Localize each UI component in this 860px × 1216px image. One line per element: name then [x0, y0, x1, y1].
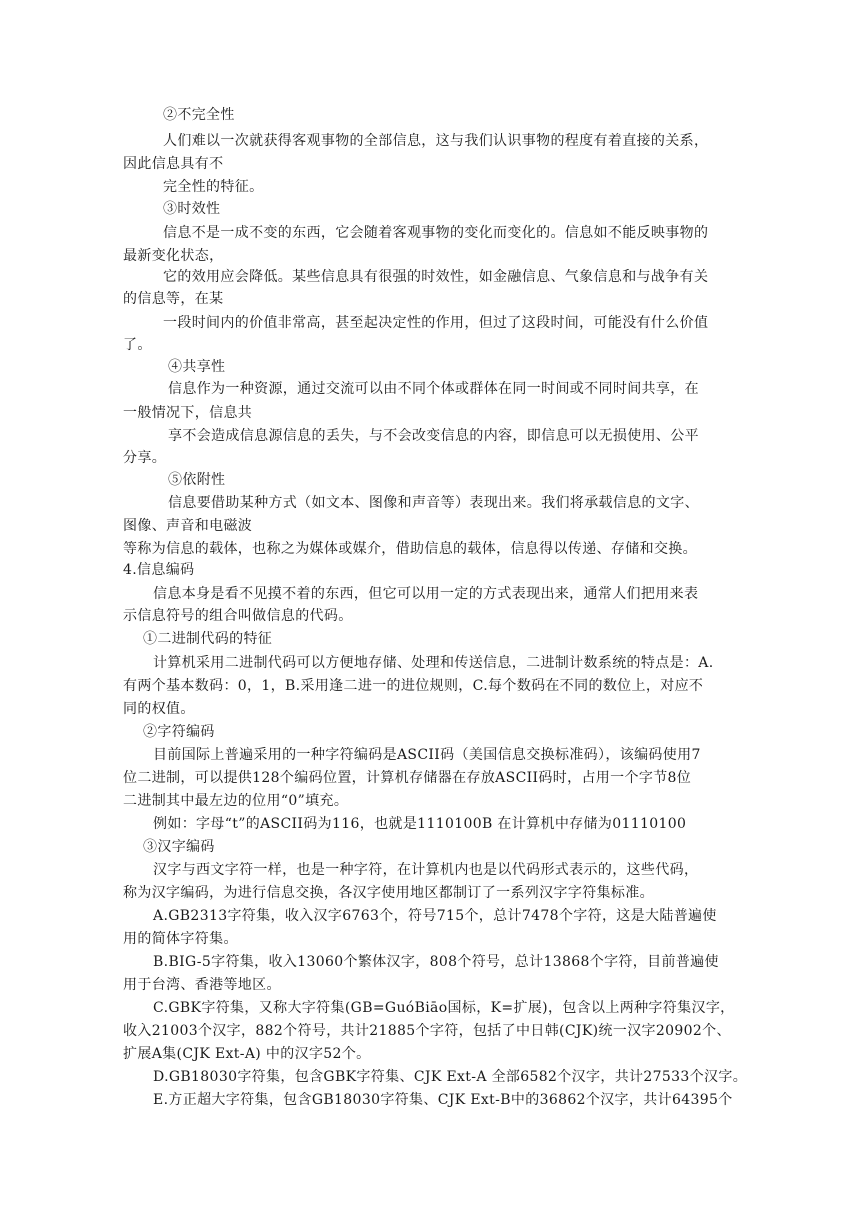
paragraph-line: E.方正超大字符集，包含GB18030字符集、CJK Ext-B中的36862个汉字，共计64395个	[153, 1092, 733, 1108]
paragraph-line: 用的简体字符集。	[123, 931, 238, 947]
paragraph-line: C.GBK字符集，又称大字符集(GB=GuóBiāo国标，K=扩展)，包含以上两种字符集汉字，	[153, 1000, 735, 1016]
heading-character-encoding: ②字符编码	[143, 724, 215, 740]
paragraph-line: 例如：字母“t”的ASCII码为116，也就是1110100B 在计算机中存储为01110100	[153, 816, 687, 832]
paragraph-line: 有两个基本数码：0，1，B.采用逢二进一的进位规则，C.每个数码在不同的数位上，对应不	[123, 678, 704, 694]
paragraph-line: 信息要借助某种方式（如文本、图像和声音等）表现出来。我们将承载信息的文字、	[168, 495, 699, 511]
paragraph-line: B.BIG-5字符集，收入13060个繁体汉字，808个符号，总计13868个字符，目前普遍使	[153, 954, 719, 970]
paragraph-line: 一般情况下，信息共	[123, 405, 253, 421]
heading-shareability: ④共享性	[168, 359, 226, 375]
paragraph-line: 享不会造成信息源信息的丢失，与不会改变信息的内容，即信息可以无损使用、公平	[168, 428, 699, 444]
paragraph-line: 分享。	[123, 450, 167, 466]
paragraph-line: 同的权值。	[123, 701, 195, 717]
paragraph-line: 用于台湾、香港等地区。	[123, 977, 281, 993]
heading-dependency: ⑤依附性	[168, 472, 226, 488]
paragraph-line: 扩展A集(CJK Ext-A) 中的汉字52个。	[123, 1046, 371, 1062]
section-heading-encoding: 4.信息编码	[123, 562, 195, 578]
paragraph-line: 汉字与西文字符一样，也是一种字符，在计算机内也是以代码形式表示的，这些代码，	[153, 862, 699, 878]
paragraph-line: 计算机采用二进制代码可以方便地存储、处理和传送信息，二进制计数系统的特点是：A.	[153, 655, 714, 671]
heading-chinese-encoding: ③汉字编码	[143, 839, 215, 855]
paragraph-line: 一段时间内的价值非常高，甚至起决定性的作用，但过了这段时间，可能没有什么价值	[163, 315, 709, 331]
paragraph-line: 人们难以一次就获得客观事物的全部信息，这与我们认识事物的程度有着直接的关系，	[163, 133, 709, 149]
paragraph-line: 了。	[123, 337, 152, 353]
paragraph-line: 它的效用应会降低。某些信息具有很强的时效性，如金融信息、气象信息和与战争有关	[163, 269, 709, 285]
paragraph-line: 位二进制，可以提供128个编码位置，计算机存储器在存放ASCII码时，占用一个字节8位	[123, 770, 692, 786]
paragraph-line: 信息不是一成不变的东西，它会随着客观事物的变化而变化的。信息如不能反映事物的	[163, 225, 709, 241]
paragraph-line: 收入21003个汉字，882个符号，共计21885个字符，包括了中日韩(CJK)统一汉字20902个、	[123, 1023, 731, 1039]
paragraph-line: 信息作为一种资源，通过交流可以由不同个体或群体在同一时间或不同时间共享，在	[168, 381, 699, 397]
paragraph-line: 二进制其中最左边的位用“0”填充。	[123, 793, 349, 809]
heading-timeliness: ③时效性	[163, 201, 221, 217]
paragraph-line: D.GB18030字符集，包含GBK字符集、CJK Ext-A 全部6582个汉字，共计27533个汉字。	[153, 1069, 748, 1085]
paragraph-line: 图像、声音和电磁波	[123, 518, 253, 534]
paragraph-line: 完全性的特征。	[163, 179, 264, 195]
paragraph-line: 目前国际上普遍采用的一种字符编码是ASCII码（美国信息交换标准码），该编码使用7	[153, 747, 701, 763]
heading-incompleteness: ②不完全性	[163, 107, 235, 123]
paragraph-line: A.GB2313字符集，收入汉字6763个，符号715个，总计7478个字符，这是大陆普遍使	[153, 908, 717, 924]
paragraph-line: 因此信息具有不	[123, 156, 224, 172]
paragraph-line: 等称为信息的载体，也称之为媒体或媒介，借助信息的载体，信息得以传递、存储和交换。	[123, 541, 697, 557]
heading-binary-code: ①二进制代码的特征	[143, 631, 273, 647]
paragraph-line: 最新变化状态，	[123, 248, 224, 264]
paragraph-line: 示信息符号的组合叫做信息的代码。	[123, 608, 353, 624]
paragraph-line: 的信息等，在某	[123, 291, 224, 307]
paragraph-line: 信息本身是看不见摸不着的东西，但它可以用一定的方式表现出来，通常人们把用来表	[153, 586, 699, 602]
paragraph-line: 称为汉字编码，为进行信息交换，各汉字使用地区都制订了一系列汉字字符集标准。	[123, 885, 654, 901]
